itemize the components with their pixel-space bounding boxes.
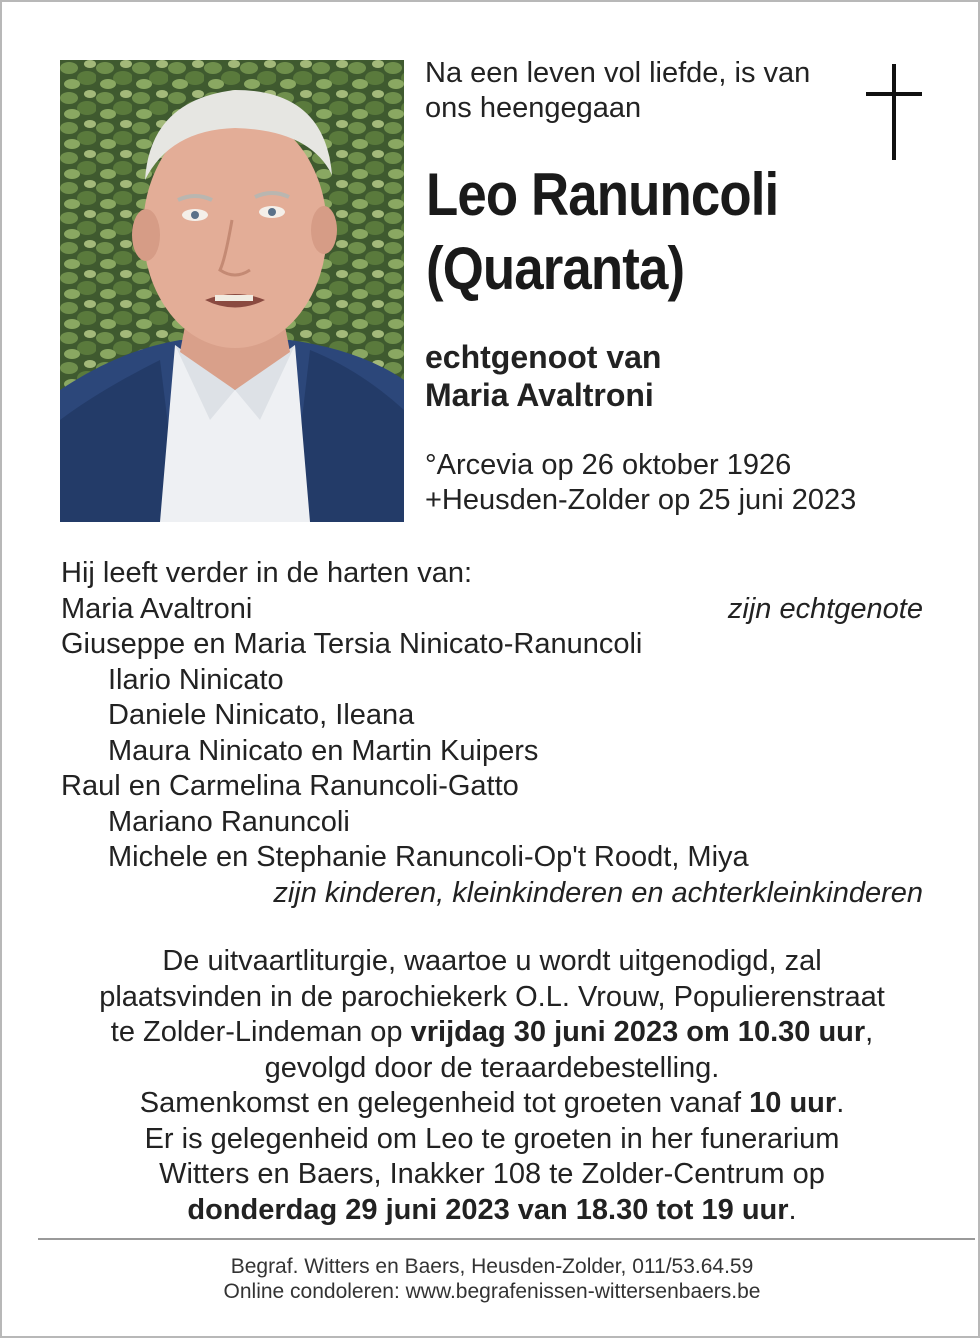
list-item: Giuseppe en Maria Tersia Ninicato-Ranuncoli: [61, 628, 643, 660]
nickname-line: (Quaranta): [426, 235, 685, 302]
divider: [38, 1238, 975, 1240]
list-item: [61, 592, 923, 628]
list-item: Mariano Ranuncoli: [108, 805, 350, 838]
service-line: gevolgd door de teraardebestelling.: [264, 1051, 720, 1084]
funeral-home-contact: Begraf. Witters en Baers, Heusden-Zolder, 011/53.64.59: [230, 1255, 754, 1278]
service-line: [42, 1086, 942, 1122]
service-text: .: [836, 1087, 845, 1119]
intro-line: Na een leven vol liefde, is van: [425, 57, 811, 89]
death-date: +Heusden-Zolder op 25 juni 2023: [425, 484, 857, 516]
list-item: Raul en Carmelina Ranuncoli-Gatto: [61, 770, 519, 802]
relatives-summary: zijn kinderen, kleinkinderen en achterkleinkinderen: [273, 876, 923, 909]
condolence-website: Online condoleren: www.begrafenissen-wittersenbaers.be: [223, 1280, 761, 1303]
gathering-time: 10 uur: [749, 1087, 837, 1119]
spouse-block: [425, 338, 661, 414]
service-line: plaatsvinden in de parochiekerk O.L. Vrouw, Populierenstraat: [99, 980, 885, 1013]
relatives-intro: Hij leeft verder in de harten van:: [61, 557, 473, 589]
spouse-label: echtgenoot van: [425, 339, 662, 375]
list-item: Daniele Ninicato, Ileana: [108, 699, 415, 731]
cross-icon: [866, 64, 924, 167]
deceased-name: [426, 158, 778, 306]
service-text: ,: [865, 1016, 874, 1048]
visitation-datetime: donderdag 29 juni 2023 van 18.30 tot 19 uur: [187, 1193, 789, 1226]
service-line: [42, 1193, 942, 1229]
name-line: Leo Ranuncoli: [426, 161, 779, 228]
life-dates: [425, 448, 856, 518]
intro-line: ons heengegaan: [425, 92, 642, 124]
relative-role: zijn echtgenote: [727, 592, 923, 625]
funeral-datetime: vrijdag 30 juni 2023 om 10.30 uur: [410, 1016, 866, 1048]
footer: [2, 1254, 980, 1304]
list-item: Michele en Stephanie Ranuncoli-Op't Roodt, Miya: [108, 841, 749, 873]
list-item: Maura Ninicato en Martin Kuipers: [108, 734, 539, 767]
spouse-name: Maria Avaltroni: [425, 377, 654, 413]
service-text: te Zolder-Lindeman op: [110, 1016, 411, 1048]
relatives-list: [61, 556, 923, 911]
portrait-photo: [60, 60, 404, 522]
service-line: [42, 1015, 942, 1051]
relative-name: Maria Avaltroni: [61, 592, 253, 625]
service-text: Samenkomst en gelegenheid tot groeten vanaf: [139, 1087, 750, 1119]
service-line: De uitvaartliturgie, waartoe u wordt uitgenodigd, zal: [162, 945, 822, 977]
list-item: Ilario Ninicato: [108, 663, 284, 696]
service-details: [42, 944, 942, 1228]
service-text: .: [788, 1193, 797, 1226]
service-line: Witters en Baers, Inakker 108 te Zolder-Centrum op: [159, 1158, 825, 1190]
service-line: Er is gelegenheid om Leo te groeten in her funerarium: [144, 1122, 840, 1155]
intro-text: [425, 56, 810, 126]
birth-date: °Arcevia op 26 oktober 1926: [425, 449, 792, 481]
